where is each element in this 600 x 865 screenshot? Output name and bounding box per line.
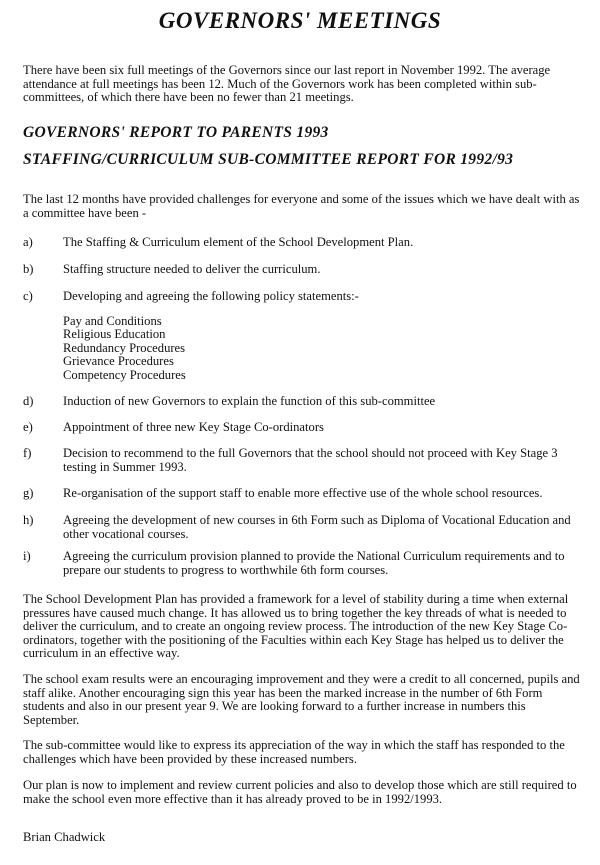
lead-in-paragraph: The last 12 months have provided challenges for everyone and some of the issues which we have dealt with as a committee have been -: [23, 192, 580, 220]
body-paragraph: The sub-committee would like to express its appreciation of the way in which the staff has responded to the challenges which have been provided by these increased numbers.: [23, 738, 565, 766]
policy-item: Redundancy Procedures: [63, 340, 186, 355]
list-item-letter: c): [23, 289, 33, 303]
list-item-text: Decision to recommend to the full Governors that the school should not proceed with Key Stage 3 testing in Summer 1993.: [63, 446, 558, 474]
list-item-text: Staffing structure needed to deliver the curriculum.: [63, 262, 321, 276]
list-item-text: Appointment of three new Key Stage Co-ordinators: [63, 420, 324, 434]
list-item-letter: a): [23, 235, 33, 249]
page-title: GOVERNORS' MEETINGS: [158, 8, 442, 33]
subcommittee-heading: STAFFING/CURRICULUM SUB-COMMITTEE REPORT FOR 1992/93: [23, 151, 514, 168]
list-item-text: Developing and agreeing the following policy statements:-: [63, 289, 359, 303]
body-paragraph: The school exam results were an encouraging improvement and they were a credit to all concerned, pupils and staff alike. Another encouraging sign this year has been the marked increase in the number of 6th Form students and also in our present year 9. We are looking forward to a further increase in numbers this September.: [23, 672, 580, 727]
policy-list: [63, 315, 186, 382]
list-item-text: Induction of new Governors to explain the function of this sub-committee: [63, 394, 436, 408]
policy-item: Pay and Conditions: [63, 314, 162, 328]
report-heading: GOVERNORS' REPORT TO PARENTS 1993: [23, 124, 329, 141]
body-paragraph: Our plan is now to implement and review current policies and also to develop those which are still required to make the school even more effective than it has already proved to be in 1992/1993.: [23, 778, 577, 806]
list-item-letter: i): [23, 549, 31, 563]
list-item-letter: e): [23, 420, 33, 434]
list-item-text: Re-organisation of the support staff to enable more effective use of the whole school resources.: [63, 486, 543, 500]
list-item-text: The Staffing & Curriculum element of the School Development Plan.: [63, 235, 414, 249]
list-item-letter: b): [23, 262, 34, 276]
intro-paragraph: There have been six full meetings of the Governors since our last report in November 1992. The average attendance at full meetings has been 12. Much of the Governors work has been completed within sub-committees, of which there have been no fewer than 21 meetings.: [23, 63, 551, 105]
list-item-text: Agreeing the development of new courses in 6th Form such as Diploma of Vocational Education and other vocational courses.: [63, 513, 571, 541]
list-item-text: Agreeing the curriculum provision planned to provide the National Curriculum requirements and to prepare our students to progress to worthwhile 6th form courses.: [63, 549, 565, 577]
policy-item: Religious Education: [63, 327, 166, 342]
list-item-letter: h): [23, 513, 34, 527]
policy-item: Competency Procedures: [63, 367, 186, 382]
policy-item: Grievance Procedures: [63, 354, 174, 369]
list-item-letter: g): [23, 486, 34, 500]
body-paragraph: The School Development Plan has provided a framework for a level of stability during a time when external pressures have caused much change. It has allowed us to bring together the key threads of what is needed to deliver the curriculum, and to create an ongoing review process. The introduction of the new Key Stage Co-ordinators, together with the positioning of the Faculties within each Key Stage has helped us to deliver the curriculum in an effective way.: [23, 592, 569, 661]
signature: Brian Chadwick: [23, 830, 106, 844]
list-item-letter: d): [23, 394, 34, 408]
list-item-letter: f): [23, 446, 32, 460]
